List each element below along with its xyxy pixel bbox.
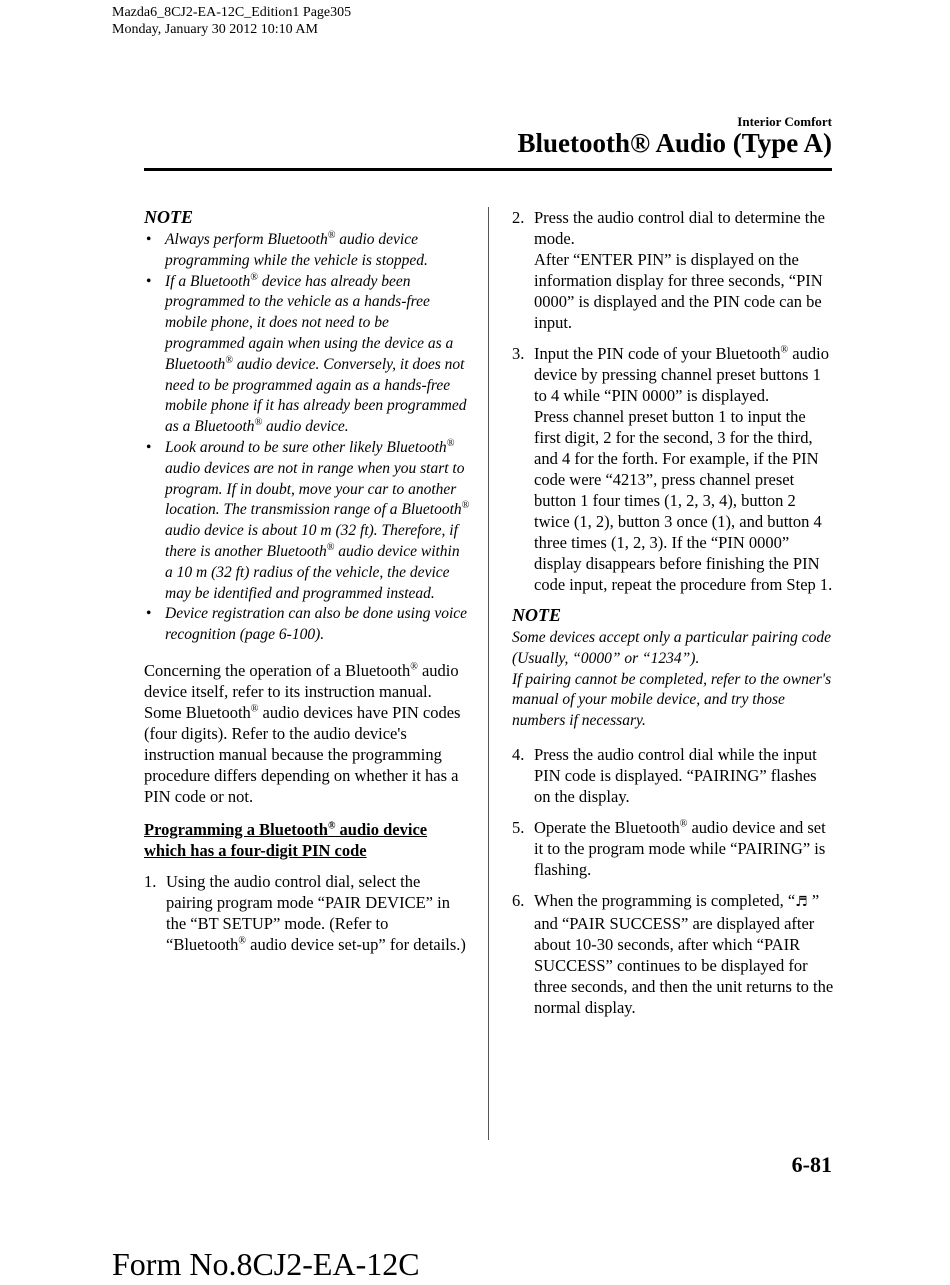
note-item: • Look around to be sure other likely Bluetooth® audio devices are not in range when you start to program. If in doubt, move your car to another location. The transmission range of a Bluetooth® audio device is about 10 m (32 ft). Therefore, if there is another Bluetooth® audio device within a 10 m (32 ft) radius of the vehicle, the device may be identified and programmed instead.	[144, 438, 470, 604]
note-title: NOTE	[512, 605, 561, 625]
note-block	[512, 605, 834, 732]
step-text: Press channel preset button 1 to input the first digit, 2 for the second, 3 for the third, and 4 for the forth. For example, if the PIN code were “4213”, press channel preset button 1 four times (1, 2, 3, 4), button 2 twice (1, 2), button 3 once (1), and button 4 three times (1, 2, 3). If the “PIN 0000” display disappears before finishing the PIN code input, repeat the procedure from Step 1.	[534, 407, 833, 594]
steps-list-right	[512, 207, 834, 595]
steps-list-right-2	[512, 744, 834, 1018]
steps-list-left	[144, 871, 470, 955]
section-label: Interior Comfort	[737, 114, 832, 129]
step-item	[512, 207, 834, 333]
music-note-icon: ♬	[795, 893, 808, 910]
print-header-line1: Mazda6_8CJ2-EA-12C_Edition1 Page305	[112, 5, 352, 20]
column-divider	[488, 207, 489, 1140]
title-rule	[144, 168, 832, 171]
step-item	[512, 890, 834, 1018]
step-number: 3.	[512, 344, 525, 363]
step-number: 4.	[512, 744, 525, 764]
step-number: 1.	[144, 871, 157, 891]
step-text: Press the audio control dial while the input PIN code is displayed. “PAIRING” flashes on the display.	[534, 744, 817, 806]
step-text: Input the PIN code of your Bluetooth® audio device by pressing channel preset buttons 1 to 4 while “PIN 0000” is displayed.	[534, 344, 829, 405]
note-item: • Device registration can also be done using voice recognition (page 6-100).	[144, 604, 470, 646]
step-text: After “ENTER PIN” is displayed on the information display for three seconds, “PIN 0000” is displayed and the PIN code can be input.	[534, 250, 823, 332]
note-paragraph: Some devices accept only a particular pairing code (Usually, “0000” or “1234”).	[512, 629, 831, 667]
page-title: Bluetooth® Audio (Type A)	[517, 128, 832, 158]
left-column	[144, 207, 470, 965]
step-number: 2.	[512, 208, 525, 227]
step-text: When the programming is completed, “♬ ” and “PAIR SUCCESS” are displayed after about 10-30 seconds, after which “PAIR SUCCESS” continues to be displayed for three seconds, and then the unit returns to the normal display.	[534, 890, 834, 1017]
form-number-footer: Form No.8CJ2-EA-12C	[112, 1246, 420, 1282]
paragraph-pin-codes: Some Bluetooth® audio devices have PIN codes (four digits). Refer to the audio device's instruction manual because the programming procedure differs depending on whether it has a PIN code or not.	[144, 702, 461, 806]
note-paragraph: If pairing cannot be completed, refer to the owner's manual of your mobile device, and try those numbers if necessary.	[512, 670, 832, 730]
step-number: 5.	[512, 817, 525, 837]
step-item	[512, 744, 834, 807]
print-header-line2: Monday, January 30 2012 10:10 AM	[112, 22, 318, 37]
step-item	[144, 871, 470, 955]
paragraph-operation: Concerning the operation of a Bluetooth® audio device itself, refer to its instruction manual.	[144, 660, 459, 701]
right-column	[512, 207, 834, 1028]
note-list	[144, 230, 470, 646]
note-item: • If a Bluetooth® device has already been programmed to the vehicle as a hands-free mobile phone, it does not need to be programmed again when using the device as a Bluetooth® audio device. Conversely, it does not need to be programmed again as a hands-free mobile phone if it has already been programmed as a Bluetooth® audio device.	[144, 272, 470, 438]
print-header	[112, 4, 351, 38]
step-item	[512, 343, 834, 595]
note-title: NOTE	[144, 207, 193, 227]
step-text: Operate the Bluetooth® audio device and set it to the program mode while “PAIRING” is flashing.	[534, 817, 826, 879]
note-item: • Always perform Bluetooth® audio device programming while the vehicle is stopped.	[144, 230, 470, 272]
subheading-programming: Programming a Bluetooth® audio device which has a four-digit PIN code	[144, 819, 428, 860]
step-text: Using the audio control dial, select the pairing program mode “PAIR DEVICE” in the “BT SETUP” mode. (Refer to “Bluetooth® audio device set-up” for details.)	[166, 871, 466, 954]
step-text: Press the audio control dial to determine the mode.	[534, 208, 825, 248]
page-number: 6-81	[791, 1152, 832, 1177]
step-number: 6.	[512, 890, 525, 910]
step-item	[512, 817, 834, 880]
